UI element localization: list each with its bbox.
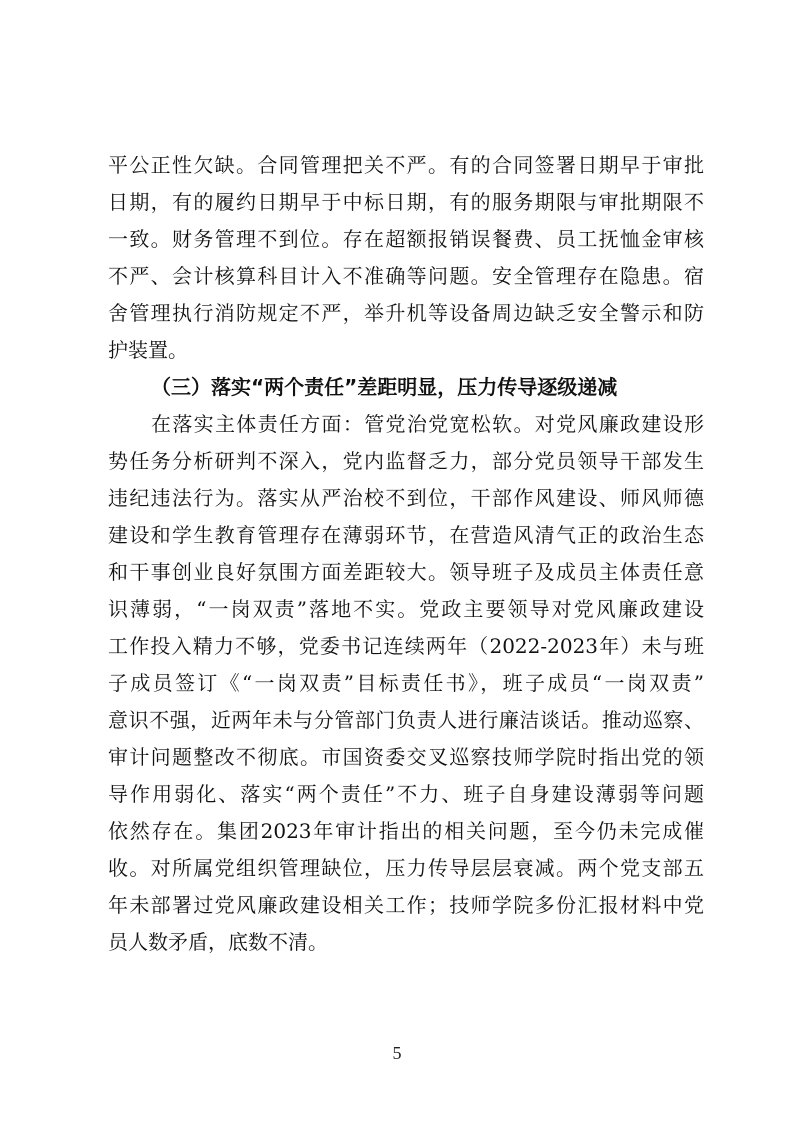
paragraph-line: 平公正性欠缺。合同管理把关不严。有的合同签署日期早于审批	[108, 153, 704, 177]
paragraph-line: 意识不强，近两年未与分管部门负责人进行廉洁谈话。推动巡察、	[108, 708, 704, 732]
paragraph-line: 年未部署过党风廉政建设相关工作；技师学院多份汇报材料中党	[108, 893, 704, 917]
paragraph-line: 不严、会计核算科目计入不准确等问题。安全管理存在隐患。宿	[108, 264, 704, 288]
paragraph-line: 和干事创业良好氛围方面差距较大。领导班子及成员主体责任意	[108, 560, 704, 584]
page-number: 5	[392, 1043, 402, 1063]
section-heading: （三）落实“两个责任”差距明显，压力传导逐级递减	[151, 375, 618, 399]
paragraph-line: 舍管理执行消防规定不严，举升机等设备周边缺乏安全警示和防	[108, 301, 704, 325]
paragraph-line: 工作投入精力不够，党委书记连续两年（2022-2023年）未与班	[108, 634, 704, 658]
paragraph-line: 一致。财务管理不到位。存在超额报销误餐费、员工抚恤金审核	[108, 227, 704, 251]
paragraph-line: 在落实主体责任方面：管党治党宽松软。对党风廉政建设形	[151, 412, 704, 436]
paragraph-line: 收。对所属党组织管理缺位，压力传导层层衰减。两个党支部五	[108, 856, 704, 880]
paragraph-line: 护装置。	[108, 338, 188, 362]
paragraph-line: 员人数矛盾，底数不清。	[108, 930, 328, 954]
paragraph-line: 依然存在。集团2023年审计指出的相关问题，至今仍未完成催	[108, 819, 704, 843]
paragraph-line: 子成员签订《“一岗双责”目标责任书》，班子成员“一岗双责”	[108, 671, 704, 695]
paragraph-line: 日期，有的履约日期早于中标日期，有的服务期限与审批期限不	[108, 190, 704, 214]
paragraph-line: 识薄弱，“一岗双责”落地不实。党政主要领导对党风廉政建设	[108, 597, 704, 621]
paragraph-line: 审计问题整改不彻底。市国资委交叉巡察技师学院时指出党的领	[108, 745, 704, 769]
paragraph-line: 建设和学生教育管理存在薄弱环节，在营造风清气正的政治生态	[108, 523, 704, 547]
paragraph-line: 势任务分析研判不深入，党内监督乏力，部分党员领导干部发生	[108, 449, 704, 473]
paragraph-line: 导作用弱化、落实“两个责任”不力、班子自身建设薄弱等问题	[108, 782, 704, 806]
paragraph-line: 违纪违法行为。落实从严治校不到位，干部作风建设、师风师德	[108, 486, 704, 510]
